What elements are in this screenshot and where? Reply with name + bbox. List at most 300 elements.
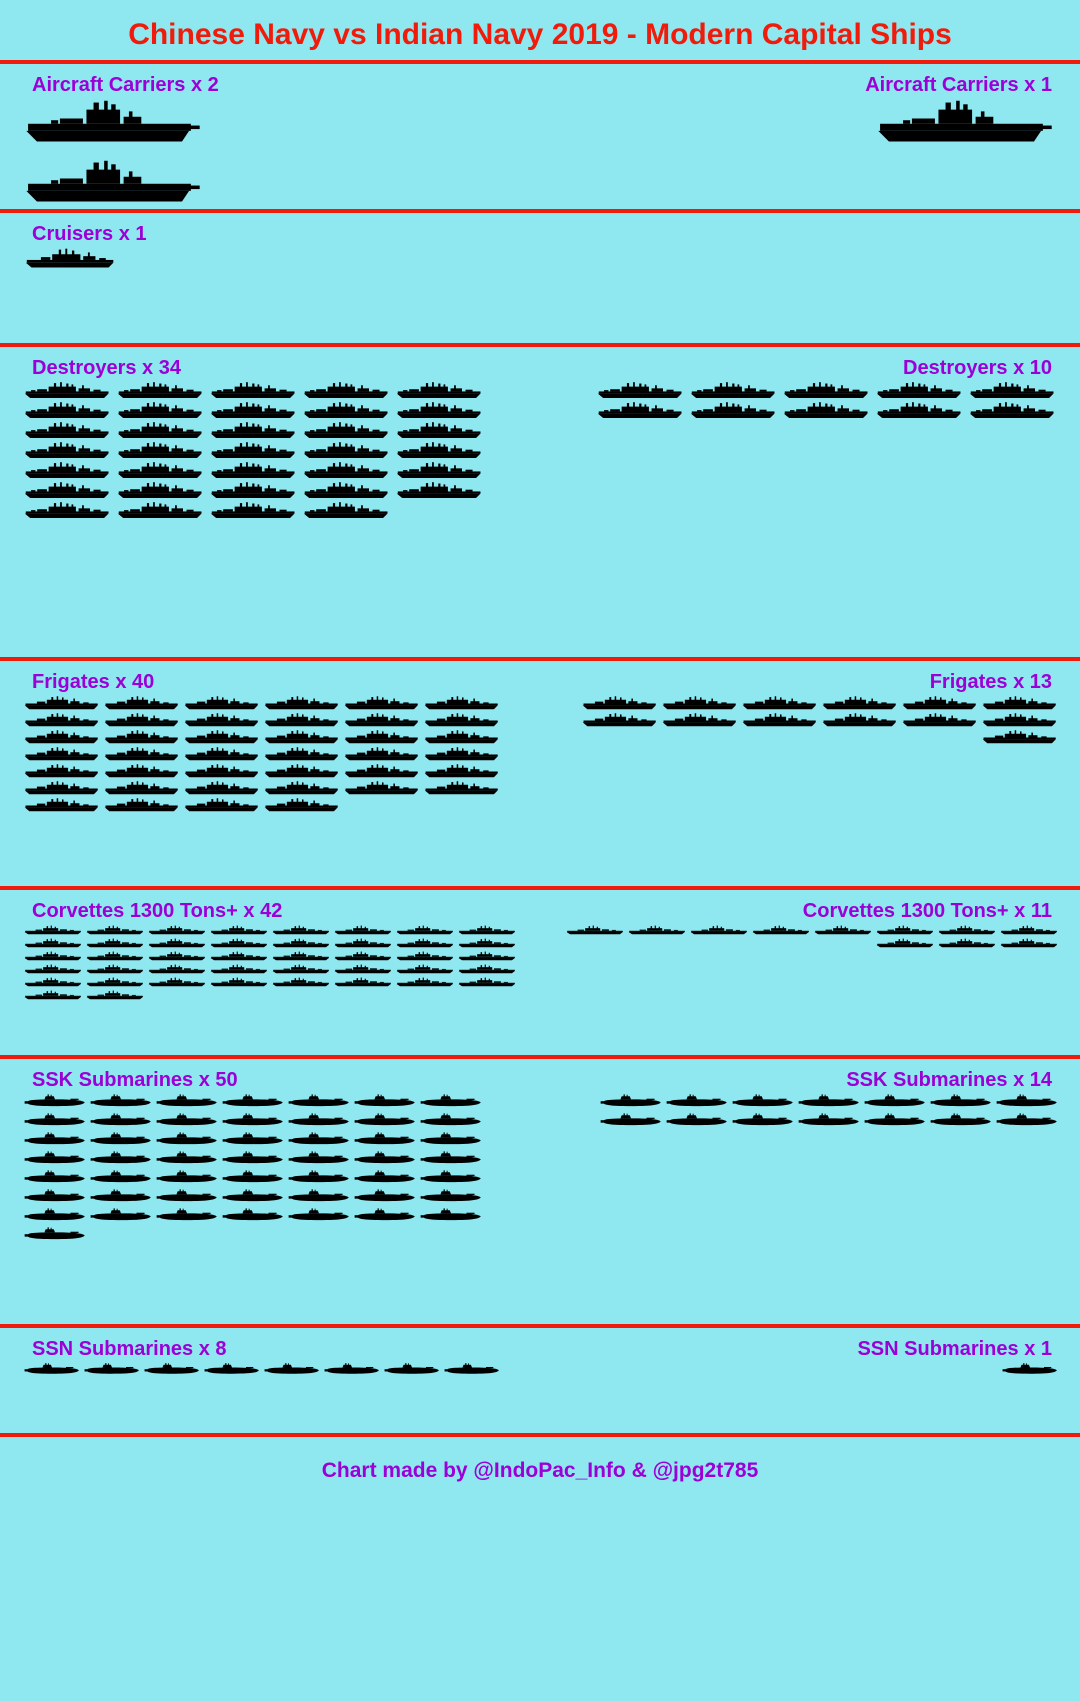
frigate-icon xyxy=(902,696,978,711)
destroyer-icon xyxy=(969,402,1057,420)
section-columns-destroyers xyxy=(0,382,1080,522)
section-ssn xyxy=(0,1328,1080,1433)
submarine-icon xyxy=(24,1113,86,1128)
ship-icon-unit xyxy=(303,402,391,420)
section-cruisers xyxy=(0,213,1080,343)
ship-icon-unit xyxy=(1002,1363,1058,1376)
ship-icon-unit xyxy=(90,1208,152,1223)
china-column-carriers xyxy=(0,99,562,219)
ship-icon-unit xyxy=(222,1170,284,1185)
ship-icon-unit xyxy=(184,781,260,796)
ship-icon-unit xyxy=(24,1170,86,1185)
ship-icon-unit xyxy=(876,382,964,400)
frigate-icon xyxy=(982,713,1058,728)
submarine-icon xyxy=(1002,1363,1058,1376)
ship-icon-unit xyxy=(222,1113,284,1128)
corvette-icon xyxy=(876,925,934,936)
corvette-icon xyxy=(210,951,268,962)
ship-icon-unit xyxy=(117,422,205,440)
submarine-icon xyxy=(420,1170,482,1185)
ship-icon-unit xyxy=(1000,938,1058,949)
ship-icon-unit xyxy=(396,951,454,962)
corvette-icon xyxy=(24,977,82,988)
ship-icon-unit xyxy=(582,713,658,728)
ship-icon-unit xyxy=(210,402,298,420)
ship-icon-unit xyxy=(24,1094,86,1109)
ship-icon-unit xyxy=(396,925,454,936)
submarine-icon xyxy=(24,1363,80,1376)
ship-icon-unit xyxy=(104,713,180,728)
ship-icon-unit xyxy=(204,1363,260,1376)
left-label-ssn: SSN Submarines x 8 xyxy=(32,1338,227,1360)
submarine-icon xyxy=(156,1094,218,1109)
ship-icon-unit xyxy=(24,938,82,949)
section-labels-destroyers xyxy=(0,347,1080,382)
ship-icon-unit xyxy=(600,1113,662,1128)
ship-icon-unit xyxy=(24,482,112,500)
left-label-cruisers: Cruisers x 1 xyxy=(32,223,147,245)
frigate-icon xyxy=(104,696,180,711)
submarine-icon xyxy=(288,1208,350,1223)
submarine-icon xyxy=(354,1132,416,1147)
ship-icon-unit xyxy=(272,977,330,988)
ship-icon-unit xyxy=(184,747,260,762)
ship-icon-unit xyxy=(458,964,516,975)
ship-icon-unit xyxy=(24,747,100,762)
submarine-icon xyxy=(666,1094,728,1109)
ship-icon-unit xyxy=(104,781,180,796)
ship-icon-unit xyxy=(864,1113,926,1128)
frigate-icon xyxy=(24,713,100,728)
corvette-icon xyxy=(396,964,454,975)
ship-icon-unit xyxy=(24,99,202,145)
fleet-group xyxy=(24,696,504,815)
frigate-icon xyxy=(184,730,260,745)
ship-icon-unit xyxy=(354,1113,416,1128)
ship-icon-unit xyxy=(798,1094,860,1109)
destroyer-icon xyxy=(396,402,484,420)
ship-icon-unit xyxy=(303,422,391,440)
corvette-icon xyxy=(24,938,82,949)
china-column-ssk xyxy=(0,1094,562,1246)
ship-icon-unit xyxy=(24,1363,80,1376)
ship-icon-unit xyxy=(396,462,484,480)
section-columns-cruisers xyxy=(0,248,1080,274)
ship-icon-unit xyxy=(24,1227,86,1242)
ship-icon-unit xyxy=(156,1208,218,1223)
ship-icon-unit xyxy=(24,696,100,711)
cruiser-icon xyxy=(24,248,118,270)
ship-icon-unit xyxy=(24,1208,86,1223)
ship-icon-unit xyxy=(264,781,340,796)
ship-icon-unit xyxy=(334,938,392,949)
submarine-icon xyxy=(90,1189,152,1204)
corvette-icon xyxy=(86,925,144,936)
ship-icon-unit xyxy=(156,1170,218,1185)
frigate-icon xyxy=(742,696,818,711)
ship-icon-unit xyxy=(264,764,340,779)
fleet-group xyxy=(24,1094,486,1246)
ship-icon-unit xyxy=(982,696,1058,711)
ship-icon-unit xyxy=(24,159,202,205)
ship-icon-unit xyxy=(1000,925,1058,936)
destroyer-icon xyxy=(783,382,871,400)
frigate-icon xyxy=(104,798,180,813)
ship-icon-unit xyxy=(148,925,206,936)
corvette-icon xyxy=(334,977,392,988)
ship-icon-unit xyxy=(86,951,144,962)
destroyer-icon xyxy=(303,442,391,460)
destroyer-icon xyxy=(117,442,205,460)
submarine-icon xyxy=(798,1094,860,1109)
corvette-icon xyxy=(272,964,330,975)
frigate-icon xyxy=(822,713,898,728)
ship-icon-unit xyxy=(104,696,180,711)
submarine-icon xyxy=(156,1113,218,1128)
ship-icon-unit xyxy=(90,1094,152,1109)
corvette-icon xyxy=(272,951,330,962)
ship-icon-unit xyxy=(156,1189,218,1204)
ship-icon-unit xyxy=(458,925,516,936)
ship-icon-unit xyxy=(742,713,818,728)
ship-icon-unit xyxy=(344,696,420,711)
ship-icon-unit xyxy=(210,938,268,949)
fleet-group xyxy=(24,925,520,1003)
submarine-icon xyxy=(204,1363,260,1376)
ship-icon-unit xyxy=(354,1094,416,1109)
ship-icon-unit xyxy=(222,1151,284,1166)
ship-icon-unit xyxy=(288,1170,350,1185)
destroyer-icon xyxy=(117,422,205,440)
corvette-icon xyxy=(396,938,454,949)
corvette-icon xyxy=(86,964,144,975)
section-labels-cruisers xyxy=(0,213,1080,248)
ship-icon-unit xyxy=(288,1151,350,1166)
ship-icon-unit xyxy=(264,1363,320,1376)
ship-icon-unit xyxy=(876,99,1054,145)
destroyer-icon xyxy=(24,502,112,520)
ship-icon-unit xyxy=(566,925,624,936)
destroyer-icon xyxy=(210,442,298,460)
ship-icon-unit xyxy=(86,977,144,988)
corvette-icon xyxy=(24,925,82,936)
ship-icon-unit xyxy=(90,1113,152,1128)
submarine-icon xyxy=(420,1189,482,1204)
destroyer-icon xyxy=(396,382,484,400)
ship-icon-unit xyxy=(864,1094,926,1109)
ship-icon-unit xyxy=(458,977,516,988)
frigate-icon xyxy=(822,696,898,711)
section-columns-frigates xyxy=(0,696,1080,815)
ship-icon-unit xyxy=(420,1132,482,1147)
corvette-icon xyxy=(210,925,268,936)
ship-icon-unit xyxy=(84,1363,140,1376)
ship-icon-unit xyxy=(354,1208,416,1223)
submarine-icon xyxy=(600,1113,662,1128)
corvette-icon xyxy=(334,938,392,949)
right-label-corvettes: Corvettes 1300 Tons+ x 11 xyxy=(802,900,1052,922)
frigate-icon xyxy=(104,730,180,745)
section-carriers xyxy=(0,64,1080,209)
submarine-icon xyxy=(384,1363,440,1376)
ship-icon-unit xyxy=(396,977,454,988)
submarine-icon xyxy=(864,1094,926,1109)
destroyer-icon xyxy=(303,402,391,420)
aircraft-carrier-icon xyxy=(876,99,1054,145)
section-ssk xyxy=(0,1059,1080,1324)
submarine-icon xyxy=(288,1151,350,1166)
ship-icon-unit xyxy=(24,382,112,400)
ship-icon-unit xyxy=(662,696,738,711)
destroyer-icon xyxy=(303,382,391,400)
submarine-icon xyxy=(24,1170,86,1185)
frigate-icon xyxy=(264,764,340,779)
ship-icon-unit xyxy=(24,1132,86,1147)
ship-icon-unit xyxy=(90,1151,152,1166)
ship-icon-unit xyxy=(420,1189,482,1204)
ship-icon-unit xyxy=(210,977,268,988)
destroyer-icon xyxy=(210,422,298,440)
destroyer-icon xyxy=(396,462,484,480)
india-column-destroyers xyxy=(562,382,1080,522)
ship-icon-unit xyxy=(222,1208,284,1223)
corvette-icon xyxy=(396,977,454,988)
submarine-icon xyxy=(420,1151,482,1166)
corvette-icon xyxy=(210,964,268,975)
china-column-frigates xyxy=(0,696,562,815)
ship-icon-unit xyxy=(396,938,454,949)
left-label-corvettes: Corvettes 1300 Tons+ x 42 xyxy=(32,900,283,922)
corvette-icon xyxy=(148,964,206,975)
submarine-icon xyxy=(156,1208,218,1223)
ship-icon-unit xyxy=(288,1189,350,1204)
ship-icon-unit xyxy=(334,925,392,936)
ship-icon-unit xyxy=(156,1094,218,1109)
ship-icon-unit xyxy=(24,798,100,813)
page-title: Chinese Navy vs Indian Navy 2019 - Modern Capital Ships xyxy=(128,18,952,51)
submarine-icon xyxy=(354,1094,416,1109)
ship-icon-unit xyxy=(148,951,206,962)
ship-icon-unit xyxy=(814,925,872,936)
ship-icon-unit xyxy=(822,713,898,728)
china-column-destroyers xyxy=(0,382,562,522)
ship-icon-unit xyxy=(344,730,420,745)
frigate-icon xyxy=(264,696,340,711)
ship-icon-unit xyxy=(24,1189,86,1204)
ship-icon-unit xyxy=(184,798,260,813)
destroyer-icon xyxy=(210,462,298,480)
frigate-icon xyxy=(344,696,420,711)
ship-icon-unit xyxy=(264,696,340,711)
submarine-icon xyxy=(420,1132,482,1147)
ship-icon-unit xyxy=(148,938,206,949)
fleet-group xyxy=(600,1094,1062,1132)
ship-icon-unit xyxy=(210,951,268,962)
corvette-icon xyxy=(148,938,206,949)
ship-icon-unit xyxy=(264,730,340,745)
ship-icon-unit xyxy=(86,925,144,936)
destroyer-icon xyxy=(690,382,778,400)
ship-icon-unit xyxy=(420,1113,482,1128)
ship-icon-unit xyxy=(396,382,484,400)
section-labels-carriers xyxy=(0,64,1080,99)
corvette-icon xyxy=(148,977,206,988)
ship-icon-unit xyxy=(354,1189,416,1204)
ship-icon-unit xyxy=(210,502,298,520)
corvette-icon xyxy=(86,977,144,988)
ship-icon-unit xyxy=(876,925,934,936)
submarine-icon xyxy=(24,1094,86,1109)
ship-icon-unit xyxy=(597,402,685,420)
frigate-icon xyxy=(582,713,658,728)
submarine-icon xyxy=(222,1094,284,1109)
fleet-group xyxy=(1002,1363,1062,1379)
ship-icon-unit xyxy=(384,1363,440,1376)
corvette-icon xyxy=(148,951,206,962)
frigate-icon xyxy=(344,713,420,728)
corvette-icon xyxy=(148,925,206,936)
ship-icon-unit xyxy=(264,713,340,728)
submarine-icon xyxy=(288,1132,350,1147)
ship-icon-unit xyxy=(90,1170,152,1185)
corvette-icon xyxy=(86,938,144,949)
left-label-frigates: Frigates x 40 xyxy=(32,671,155,693)
fleet-group xyxy=(597,382,1062,422)
ship-icon-unit xyxy=(396,402,484,420)
submarine-icon xyxy=(354,1189,416,1204)
submarine-icon xyxy=(288,1189,350,1204)
ship-icon-unit xyxy=(117,382,205,400)
submarine-icon xyxy=(90,1094,152,1109)
ship-icon-unit xyxy=(334,964,392,975)
submarine-icon xyxy=(354,1113,416,1128)
ship-icon-unit xyxy=(210,442,298,460)
ship-icon-unit xyxy=(344,781,420,796)
frigate-icon xyxy=(424,764,500,779)
submarine-icon xyxy=(288,1113,350,1128)
submarine-icon xyxy=(156,1189,218,1204)
submarine-icon xyxy=(222,1132,284,1147)
india-column-ssk xyxy=(562,1094,1080,1246)
frigate-icon xyxy=(24,764,100,779)
destroyer-icon xyxy=(210,502,298,520)
ship-icon-unit xyxy=(156,1113,218,1128)
ship-icon-unit xyxy=(666,1094,728,1109)
left-label-ssk: SSK Submarines x 50 xyxy=(32,1069,238,1091)
frigate-icon xyxy=(264,747,340,762)
frigate-icon xyxy=(264,781,340,796)
ship-icon-unit xyxy=(222,1189,284,1204)
destroyer-icon xyxy=(303,422,391,440)
destroyer-icon xyxy=(24,382,112,400)
ship-icon-unit xyxy=(822,696,898,711)
ship-icon-unit xyxy=(86,938,144,949)
right-label-carriers: Aircraft Carriers x 1 xyxy=(865,74,1052,96)
submarine-icon xyxy=(354,1151,416,1166)
frigate-icon xyxy=(662,713,738,728)
ship-icon-unit xyxy=(117,462,205,480)
frigate-icon xyxy=(264,730,340,745)
ship-icon-unit xyxy=(222,1132,284,1147)
ship-icon-unit xyxy=(24,502,112,520)
fleet-group xyxy=(24,99,210,219)
ship-icon-unit xyxy=(354,1151,416,1166)
section-frigates xyxy=(0,661,1080,886)
corvette-icon xyxy=(628,925,686,936)
destroyer-icon xyxy=(24,422,112,440)
aircraft-carrier-icon xyxy=(24,99,202,145)
submarine-icon xyxy=(144,1363,200,1376)
destroyer-icon xyxy=(117,402,205,420)
ship-icon-unit xyxy=(148,977,206,988)
ship-icon-unit xyxy=(938,925,996,936)
ship-icon-unit xyxy=(210,482,298,500)
destroyer-icon xyxy=(24,402,112,420)
frigate-icon xyxy=(344,781,420,796)
frigate-icon xyxy=(24,781,100,796)
section-labels-frigates xyxy=(0,661,1080,696)
ship-icon-unit xyxy=(324,1363,380,1376)
corvette-icon xyxy=(1000,925,1058,936)
ship-icon-unit xyxy=(288,1208,350,1223)
ship-icon-unit xyxy=(424,713,500,728)
ship-icon-unit xyxy=(24,951,82,962)
corvette-icon xyxy=(458,977,516,988)
destroyer-icon xyxy=(303,502,391,520)
fleet-group xyxy=(876,99,1062,159)
ship-icon-unit xyxy=(24,977,82,988)
frigate-icon xyxy=(24,696,100,711)
right-label-destroyers: Destroyers x 10 xyxy=(903,357,1052,379)
submarine-icon xyxy=(798,1113,860,1128)
frigate-icon xyxy=(742,713,818,728)
submarine-icon xyxy=(156,1170,218,1185)
ship-icon-unit xyxy=(354,1132,416,1147)
ship-icon-unit xyxy=(982,730,1058,745)
ship-icon-unit xyxy=(582,696,658,711)
corvette-icon xyxy=(396,951,454,962)
corvette-icon xyxy=(24,951,82,962)
ship-icon-unit xyxy=(272,951,330,962)
submarine-icon xyxy=(288,1170,350,1185)
ship-icon-unit xyxy=(690,402,778,420)
submarine-icon xyxy=(264,1363,320,1376)
ship-icon-unit xyxy=(732,1094,794,1109)
ship-icon-unit xyxy=(303,382,391,400)
frigate-icon xyxy=(344,747,420,762)
submarine-icon xyxy=(444,1363,500,1376)
destroyer-icon xyxy=(117,502,205,520)
corvette-icon xyxy=(334,964,392,975)
frigate-icon xyxy=(104,713,180,728)
corvette-icon xyxy=(210,938,268,949)
submarine-icon xyxy=(90,1113,152,1128)
ship-icon-unit xyxy=(876,938,934,949)
frigate-icon xyxy=(184,764,260,779)
submarine-icon xyxy=(930,1094,992,1109)
fleet-group xyxy=(24,382,489,522)
corvette-icon xyxy=(458,938,516,949)
ship-icon-unit xyxy=(24,1151,86,1166)
frigate-icon xyxy=(982,730,1058,745)
ship-icon-unit xyxy=(458,938,516,949)
ship-icon-unit xyxy=(24,964,82,975)
ship-icon-unit xyxy=(424,764,500,779)
destroyer-icon xyxy=(117,382,205,400)
frigate-icon xyxy=(184,696,260,711)
ship-icon-unit xyxy=(272,925,330,936)
ship-icon-unit xyxy=(86,964,144,975)
